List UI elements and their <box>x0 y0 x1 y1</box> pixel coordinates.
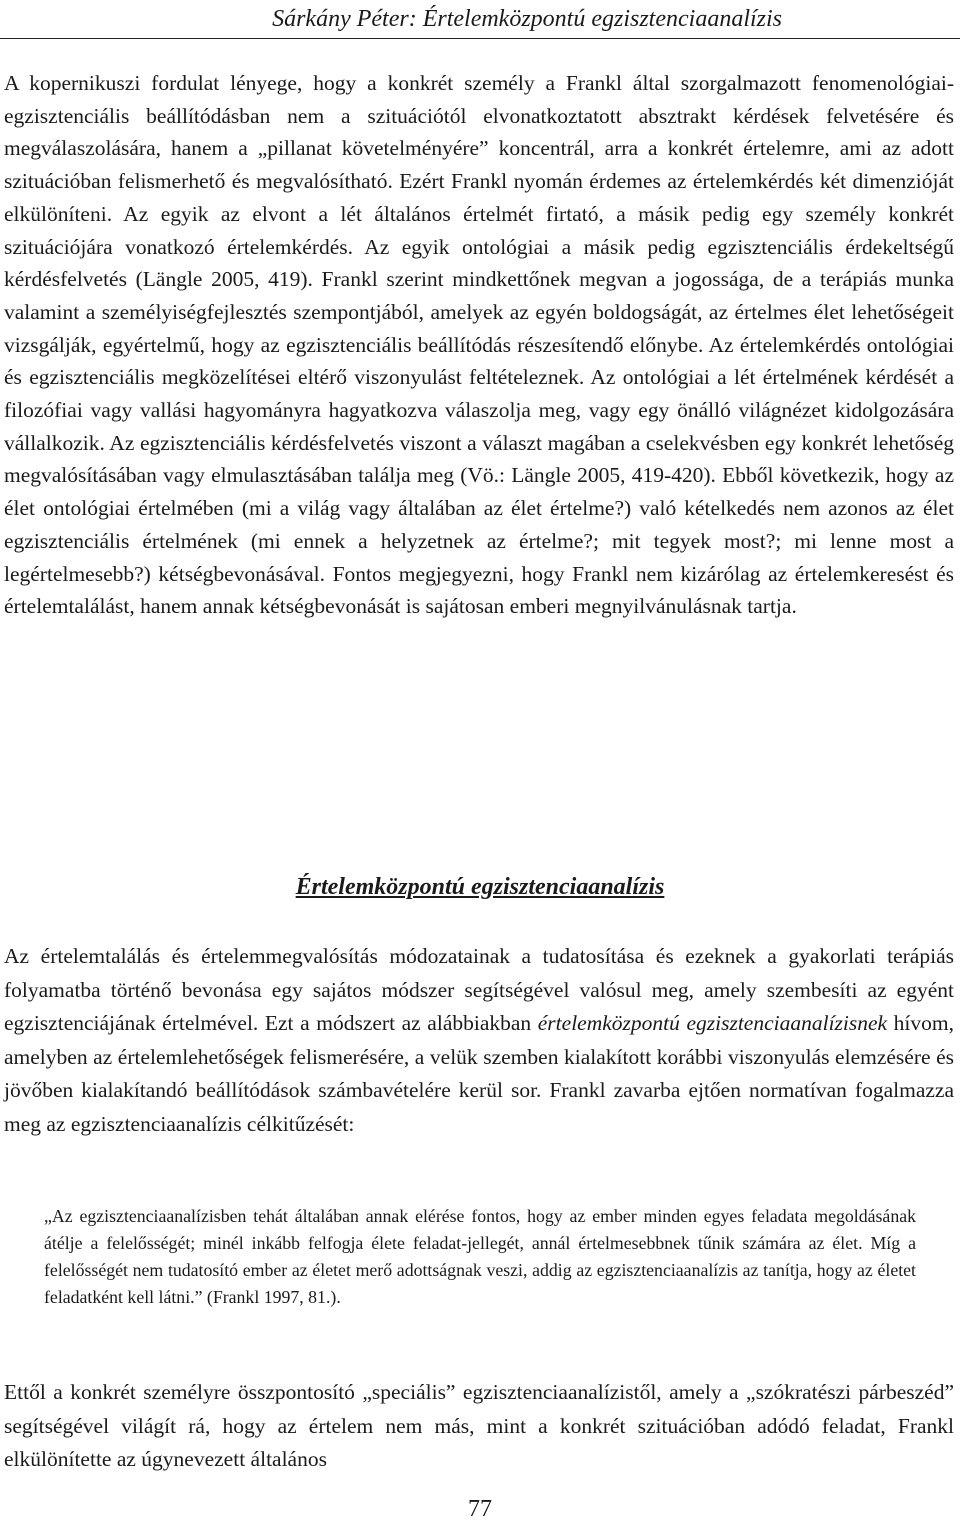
paragraph-2-text-b: hívom, amelyben az értelemlehetőségek felismerésére, a velük szemben kialakított korábbi viszonyulás elemzésére és jövőben kialakítandó beállítódások számbavételére kerül sor. Frankl zavarba ejtően normatívan fogalmazza meg az egzisztenciaanalízis célkitűzését: <box>4 1011 955 1136</box>
page-number: 77 <box>468 1496 492 1522</box>
paragraph-2-text-a: Az értelemtalálás és értelemmegvalósítás módozatainak a tudatosítása és ezeknek a gyakorlati terápiás folyamatba történő bevonása egy sajátos módszer segítségével valósul meg, amely szembesíti az egyént egzisztenciájának értelmével. Ezt a módszert az alábbiakban <box>4 944 954 1035</box>
body-paragraph-3: Ettől a konkrét személyre összpontosító „speciális” egzisztenciaanalízistől, amely a „szókratészi párbeszéd” segítségével világít rá, hogy az értelem nem más, mint a konkrét szituációban adódó feladat, Frankl elkülönítette az úgynevezett általános <box>4 1380 954 1471</box>
section-heading: Értelemközpontú egzisztenciaanalízis <box>295 874 665 900</box>
body-paragraph-1: A kopernikuszi fordulat lényege, hogy a konkrét személy a Frankl által szorgalmazott fenomenológiai-egzisztenciális beállítódásban nem a szituációtól elvonatkoztatott absztrakt kérdések felvetésére és megválaszolására, hanem a „pillanat követelményére” koncentrál, arra a konkrét értelemre, ami az adott szituációban felismerhető és megvalósítható. Ezért Frankl nyomán érdemes az értelemkérdés két dimenzióját elkülöníteni. Az egyik az elvont a lét általános értelmét firtató, a másik pedig egy személy konkrét szituációjára vonatkozó értelemkérdés. Az egyik ontológiai a másik pedig egzisztenciális érdekeltségű kérdésfelvetés (Längle 2005, 419). Frankl szerint mindkettőnek megvan a jogossága, de a terápiás munka valamint a személyiségfejlesztés szempontjából, amelyek az egyén boldogságát, az értelmes élet lehetőségeit vizsgálják, egyértelmű, hogy az egzisztenciális beállítódás részesítendő előnybe. Az értelemkérdés ontológiai és egzisztenciális megközelítései eltérő viszonyulást feltételeznek. Az ontológiai a lét értelmének kérdését a filozófiai vagy vallási hagyományra hagyatkozva válaszolja meg, vagy egy önálló világnézet kidolgozására vállalkozik. Az egzisztenciális kérdésfelvetés viszont a választ magában a cselekvésben egy konkrét lehetőség megvalósításában vagy elmulasztásában találja meg (Vö.: Längle 2005, 419-420). Ebből következik, hogy az élet ontológiai értelmében (mi a világ vagy általában az élet értelme?) való kételkedés nem azonos az élet egzisztenciális értelmének (mi ennek a helyzetnek az értelme?; mit tegyek most?; mi lenne most a legértelmesebb?) kétségbevonásával. Fontos megjegyezni, hogy Frankl nem kizárólag az értelemkeresést és értelemtalálást, hanem annak kétségbevonását is sajátosan emberi megnyilvánulásnak tartja. <box>4 71 954 619</box>
header-divider <box>0 38 960 39</box>
paragraph-2-italic-term: értelemközpontú egzisztenciaanalízisnek <box>537 1011 888 1035</box>
body-paragraph-2 <box>4 940 954 1141</box>
block-quote: „Az egzisztenciaanalízisben tehát általában annak elérése fontos, hogy az ember minden egyes feladata megoldásának átélje a felelősségét; minél inkább felfogja élete feladat-jellegét, annál értelmesebbnek tűnik számára az élet. Míg a felelősségét nem tudatosító ember az életet merő adottságnak veszi, addig az egzisztenciaanalízis az tanítja, hogy az életet feladatként kell látni.” (Frankl 1997, 81.). <box>44 1206 916 1307</box>
running-head: Sárkány Péter: Értelemközpontú egzisztenciaanalízis <box>272 6 782 32</box>
